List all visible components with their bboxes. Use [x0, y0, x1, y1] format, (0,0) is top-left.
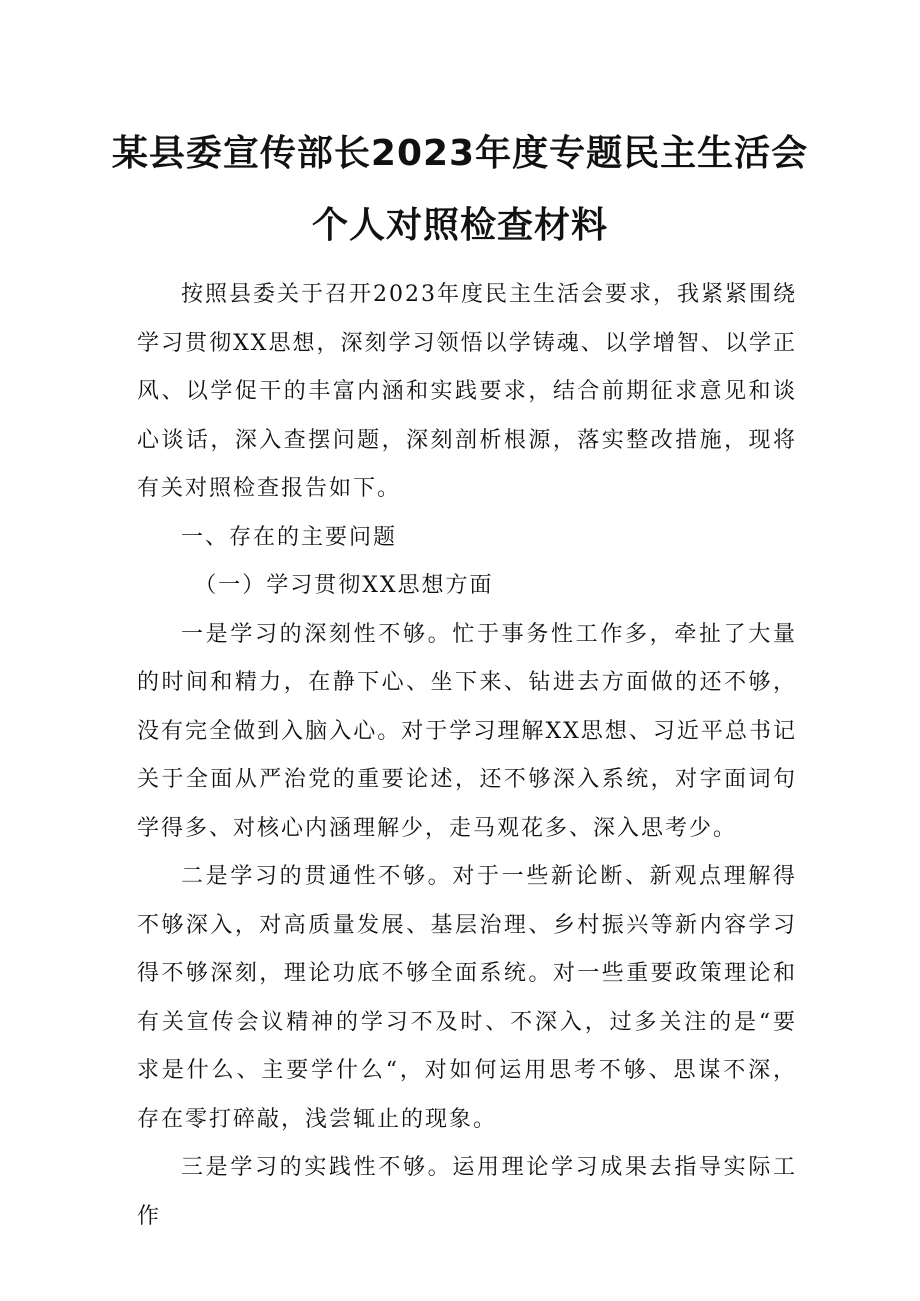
document-body — [137, 271, 797, 1241]
point-paragraph-2: 二是学习的贯通性不够。对于一些新论断、新观点理解得不够深入，对高质量发展、基层治理、乡村振兴等新内容学习得不够深刻，理论功底不够全面系统。对一些重要政策理论和有关宣传会议精神的学习不及时、不深入，过多关注的是“要求是什么、主要学什么“，对如何运用思考不够、思谋不深，存在零打碎敲，浅尝辄止的现象。 — [137, 864, 797, 1132]
intro-paragraph: 按照县委关于召开2023年度民主生活会要求，我紧紧围绕学习贯彻XX思想，深刻学习领悟以学铸魂、以学增智、以学正风、以学促干的丰富内涵和实践要求，结合前期征求意见和谈心谈话，深入查摆问题，深刻剖析根源，落实整改措施，现将有关对照检查报告如下。 — [137, 282, 797, 501]
document-title-line1: 某县委宣传部长2023年度专题民主生活会 — [111, 133, 809, 174]
point-paragraph-3: 三是学习的实践性不够。运用理论学习成果去指导实际工作 — [137, 1155, 797, 1229]
point-paragraph-1: 一是学习的深刻性不够。忙于事务性工作多，牵扯了大量的时间和精力，在静下心、坐下来、钻进去方面做的还不够，没有完全做到入脑入心。对于学习理解XX思想、习近平总书记关于全面从严治党的重要论述，还不够深入系统，对字面词句学得多、对核心内涵理解少，走马观花多、深入思考少。 — [137, 621, 797, 841]
section-heading-problems: 一、存在的主要问题 — [181, 524, 398, 550]
subsection-heading-study: （一）学习贯彻XX思想方面 — [194, 573, 494, 598]
document-title-line2: 个人对照检查材料 — [311, 205, 608, 246]
